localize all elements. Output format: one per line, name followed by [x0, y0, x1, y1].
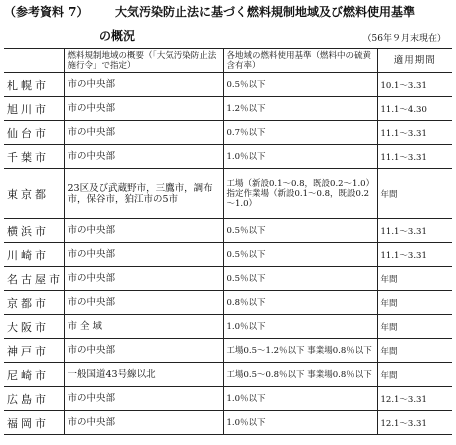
city-name-cell: 大阪市: [4, 315, 64, 339]
city-name-cell: 横浜市: [4, 219, 64, 243]
fuel-standard-cell: 工場0.5～0.8％以下 事業場0.8％以下: [223, 363, 377, 387]
fuel-standard-cell: 0.5％以下: [223, 267, 377, 291]
fuel-standard-cell: 0.5％以下: [223, 243, 377, 267]
city-name-cell: 川崎市: [4, 243, 64, 267]
area-cell: 23区及び武蔵野市，三鷹市，調布市，保谷市，狛江市の5市: [64, 169, 223, 219]
period-cell: 年間: [377, 291, 452, 315]
period-cell: 年間: [377, 315, 452, 339]
fuel-standard-cell: 1.0％以下: [223, 315, 377, 339]
period-cell: 10.1～3.31: [377, 73, 452, 97]
period-cell: 11.1～3.31: [377, 219, 452, 243]
fuel-standard-cell: 工場（新設0.1～0.8，既設0.2～1.0）指定作業場（新設0.1～0.8，既設0.2～1.0）: [223, 169, 377, 219]
table-row: [4, 121, 452, 145]
period-cell: 年間: [377, 363, 452, 387]
table-row: [4, 363, 452, 387]
period-cell: 11.1～3.31: [377, 145, 452, 169]
city-name-cell: 千葉市: [4, 145, 64, 169]
table-row: [4, 315, 452, 339]
period-cell: 11.1～3.31: [377, 243, 452, 267]
header-cell-blank: [4, 49, 64, 73]
table-row: [4, 411, 452, 435]
area-cell: 市の中央部: [64, 121, 223, 145]
table-row: [4, 169, 452, 219]
fuel-standard-cell: 0.8％以下: [223, 291, 377, 315]
city-name-cell: 仙台市: [4, 121, 64, 145]
fuel-standard-cell: 0.5％以下: [223, 219, 377, 243]
area-cell: 市の中央部: [64, 387, 223, 411]
area-cell: 市の中央部: [64, 219, 223, 243]
table-row: [4, 267, 452, 291]
period-cell: 11.1～4.30: [377, 97, 452, 121]
table-row: [4, 145, 452, 169]
header-cell-area: 燃料規制地域の概要（「大気汚染防止法施行令」で指定）: [64, 49, 223, 73]
city-name-cell: 名古屋市: [4, 267, 64, 291]
table-row: [4, 97, 452, 121]
area-cell: 市の中央部: [64, 97, 223, 121]
city-name-cell: 神戸市: [4, 339, 64, 363]
fuel-standard-cell: 0.7％以下: [223, 121, 377, 145]
table-row: [4, 219, 452, 243]
reference-label: （参考資料 7）: [4, 5, 89, 19]
city-name-cell: 広島市: [4, 387, 64, 411]
fuel-regulation-table: [4, 48, 452, 435]
period-cell: 年間: [377, 267, 452, 291]
city-name-cell: 福岡市: [4, 411, 64, 435]
table-header-row: [4, 49, 452, 73]
fuel-standard-cell: 工場0.5～1.2％以下 事業場0.8％以下: [223, 339, 377, 363]
area-cell: 市の中央部: [64, 411, 223, 435]
period-cell: 11.1～3.31: [377, 121, 452, 145]
fuel-standard-cell: 1.2％以下: [223, 97, 377, 121]
header-cell-fuel: 各地域の燃料使用基準（燃料中の硫黄含有率）: [223, 49, 377, 73]
fuel-standard-cell: 1.0％以下: [223, 387, 377, 411]
area-cell: 一般国道43号線以北: [64, 363, 223, 387]
table-row: [4, 339, 452, 363]
city-name-cell: 東京都: [4, 169, 64, 219]
period-cell: 12.1～3.31: [377, 387, 452, 411]
area-cell: 市の中央部: [64, 267, 223, 291]
area-cell: 市の中央部: [64, 243, 223, 267]
city-name-cell: 札幌市: [4, 73, 64, 97]
area-cell: 市 全 域: [64, 315, 223, 339]
city-name-cell: 尼崎市: [4, 363, 64, 387]
period-cell: 年間: [377, 339, 452, 363]
fuel-standard-cell: 1.0％以下: [223, 145, 377, 169]
fuel-standard-cell: 0.5％以下: [223, 73, 377, 97]
table-row: [4, 73, 452, 97]
area-cell: 市の中央部: [64, 291, 223, 315]
table-row: [4, 243, 452, 267]
table-row: [4, 387, 452, 411]
title-line-2: の概況: [99, 29, 136, 43]
city-name-cell: 旭川市: [4, 97, 64, 121]
period-cell: 12.1～3.31: [377, 411, 452, 435]
document-header: [4, 3, 452, 47]
title-line-1: 大気汚染防止法に基づく燃料規制地域及び燃料使用基準: [115, 5, 416, 19]
area-cell: 市の中央部: [64, 145, 223, 169]
area-cell: 市の中央部: [64, 339, 223, 363]
table-row: [4, 291, 452, 315]
header-cell-period: 適用期間: [377, 49, 452, 73]
table-body: [4, 73, 452, 435]
fuel-standard-cell: 1.0％以下: [223, 411, 377, 435]
city-name-cell: 京都市: [4, 291, 64, 315]
period-cell: 年間: [377, 169, 452, 219]
area-cell: 市の中央部: [64, 73, 223, 97]
date-note: （56年９月末現在）: [362, 34, 446, 44]
